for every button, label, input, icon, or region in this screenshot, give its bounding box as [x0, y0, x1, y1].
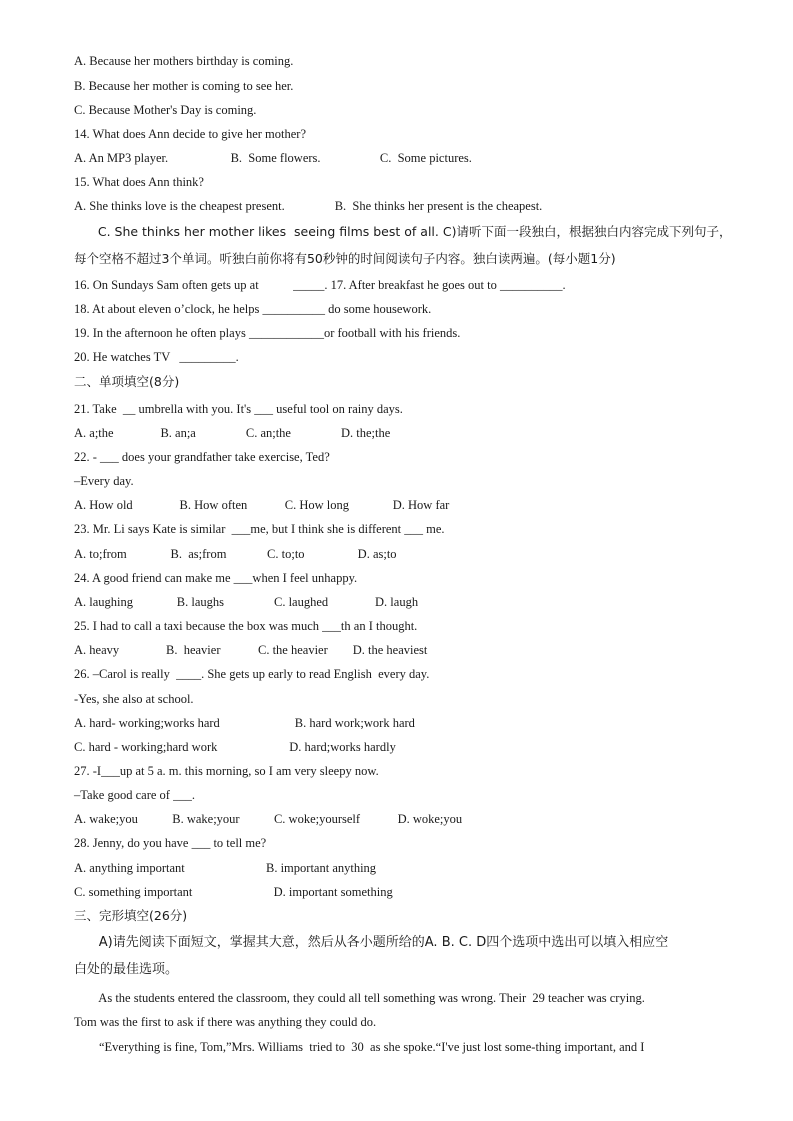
- question-line: 28. Jenny, do you have ___ to tell me?: [74, 836, 267, 850]
- options-row: A. laughing B. laughs C. laughed D. laugh: [74, 595, 419, 609]
- options-row: C. hard - working;hard work D. hard;works hardly: [74, 740, 396, 754]
- instruction-line: A)请先阅读下面短文，掌握其大意，然后从各小题所给的A. B. C. D四个选项中选出可以填入相应空: [74, 935, 669, 950]
- question-line: 26. –Carol is really ____. She gets up early to read English every day.: [74, 667, 430, 681]
- options-row: A. heavy B. heavier C. the heavier D. the heaviest: [74, 643, 428, 657]
- passage-line: As the students entered the classroom, they could all tell something was wrong. Their 29 teacher was crying.: [74, 991, 645, 1005]
- question-line: 19. In the afternoon he often plays ____________or football with his friends.: [74, 326, 461, 340]
- options-row: A. anything important B. important anything: [74, 861, 377, 875]
- options-row: A. to;from B. as;from C. to;to D. as;to: [74, 547, 397, 561]
- answer-line: –Every day.: [74, 474, 134, 488]
- options-row: A. She thinks love is the cheapest present. B. She thinks her present is the cheapest.: [74, 199, 543, 213]
- answer-line: -Yes, she also at school.: [74, 692, 194, 706]
- question-line: 24. A good friend can make me ___when I feel unhappy.: [74, 571, 358, 585]
- instruction-line: C. She thinks her mother likes seeing films best of all. C)请听下面一段独白，根据独白内容完成下列句子，: [74, 224, 732, 239]
- options-row: A. An MP3 player. B. Some flowers. C. Some pictures.: [74, 151, 472, 165]
- options-row: C. something important D. important something: [74, 885, 393, 899]
- option-line: C. Because Mother's Day is coming.: [74, 103, 257, 117]
- question-line: 16. On Sundays Sam often gets up at _____. 17. After breakfast he goes out to __________.: [74, 278, 566, 292]
- option-line: B. Because her mother is coming to see her.: [74, 79, 294, 93]
- option-line: A. Because her mothers birthday is coming.: [74, 54, 294, 68]
- question-line: 27. -I___up at 5 a. m. this morning, so I am very sleepy now.: [74, 764, 379, 778]
- options-row: A. hard- working;works hard B. hard work;work hard: [74, 716, 415, 730]
- section-heading: 三、完形填空(26分): [74, 908, 188, 923]
- question-line: 22. - ___ does your grandfather take exercise, Ted?: [74, 450, 330, 464]
- section-heading: 二、单项填空(8分): [74, 374, 180, 389]
- options-row: A. wake;you B. wake;your C. woke;yourself D. woke;you: [74, 812, 463, 826]
- instruction-line: 每个空格不超过3个单词。听独白前你将有50秒钟的时间阅读句子内容。独白读两遍。(每小题1分): [74, 251, 616, 266]
- question-line: 25. I had to call a taxi because the box was much ___th an I thought.: [74, 619, 418, 633]
- instruction-line: 白处的最佳选项。: [74, 962, 179, 977]
- passage-line: “Everything is fine, Tom,”Mrs. Williams tried to 30 as she spoke.“I've just lost some-thing important, and I: [74, 1040, 645, 1054]
- options-row: A. How old B. How often C. How long D. How far: [74, 498, 450, 512]
- question-line: 14. What does Ann decide to give her mother?: [74, 127, 306, 141]
- answer-line: –Take good care of ___.: [74, 788, 195, 802]
- passage-line: Tom was the first to ask if there was anything they could do.: [74, 1015, 377, 1029]
- question-line: 18. At about eleven o’clock, he helps __________ do some housework.: [74, 302, 432, 316]
- question-line: 20. He watches TV _________.: [74, 350, 239, 364]
- question-line: 15. What does Ann think?: [74, 175, 204, 189]
- options-row: A. a;the B. an;a C. an;the D. the;the: [74, 426, 391, 440]
- question-line: 21. Take __ umbrella with you. It's ___ useful tool on rainy days.: [74, 402, 403, 416]
- question-line: 23. Mr. Li says Kate is similar ___me, but I think she is different ___ me.: [74, 522, 445, 536]
